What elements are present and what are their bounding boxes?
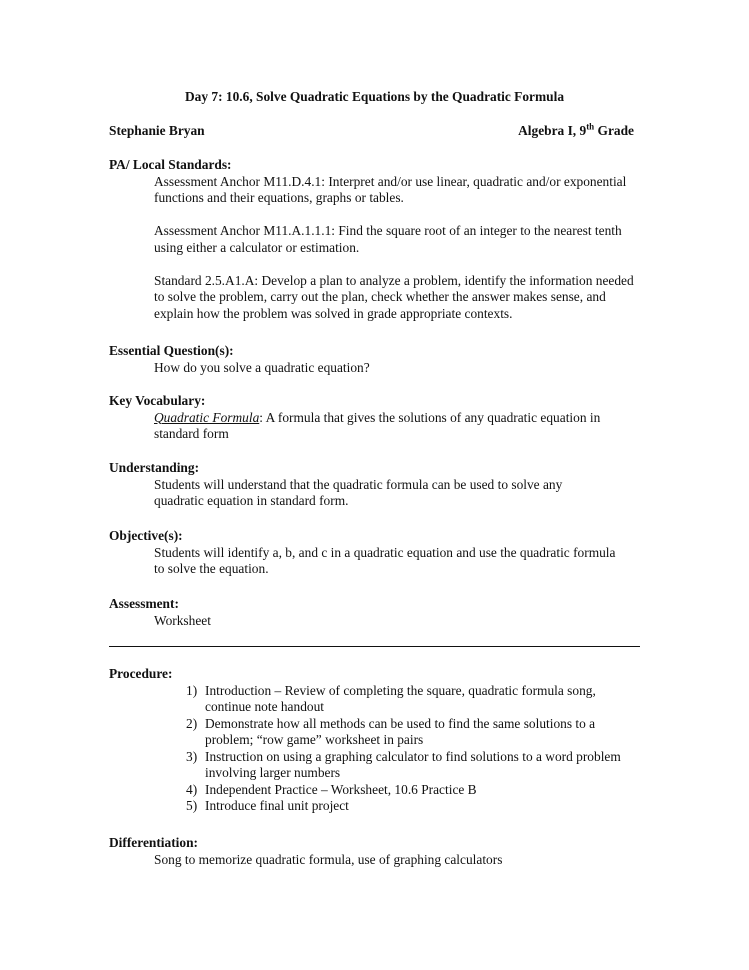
assessment-heading: Assessment: (109, 596, 179, 611)
differentiation-heading: Differentiation: (109, 835, 199, 850)
procedure-step-text: Instruction on using a graphing calculator to find solutions to a word problem involving larger numbers (205, 748, 621, 780)
objectives-text: Students will identify a, b, and c in a quadratic equation and use the quadratic formula to solve the equation. (154, 544, 616, 576)
assessment-text: Worksheet (154, 612, 211, 628)
essential-questions-heading: Essential Question(s): (109, 343, 234, 358)
standards-heading: PA/ Local Standards: (109, 157, 232, 172)
vocabulary-body (154, 410, 634, 443)
course-label (518, 123, 634, 140)
procedure-step-number: 3) (186, 748, 198, 764)
assessment-section (109, 596, 644, 629)
procedure-step-text: Independent Practice – Worksheet, 10.6 Practice B (205, 781, 477, 797)
vocabulary-section (109, 393, 644, 443)
course-superscript: th (586, 121, 595, 132)
procedure-step (186, 683, 641, 716)
procedure-step-number: 4) (186, 781, 198, 797)
procedure-step-number: 5) (186, 798, 198, 813)
author-name: Stephanie Bryan (109, 123, 205, 138)
understanding-text: Students will understand that the quadratic formula can be used to solve any quadratic equation in standard form. (154, 476, 563, 508)
section-divider (109, 646, 640, 647)
procedure-step (186, 782, 641, 799)
procedure-heading: Procedure: (109, 666, 173, 681)
differentiation-text: Song to memorize quadratic formula, use of graphing calculators (154, 851, 503, 867)
course-prefix: Algebra I, 9 (518, 123, 587, 138)
understanding-section (109, 460, 644, 510)
objectives-heading: Objective(s): (109, 528, 183, 543)
standard-item: Assessment Anchor M11.D.4.1: Interpret and/or use linear, quadratic and/or exponential functions and their equations, graphs or tables. (154, 173, 627, 205)
vocabulary-definition: : A formula that gives the solutions of any quadratic equation in standard form (154, 409, 601, 441)
differentiation-section (109, 835, 644, 868)
understanding-heading: Understanding: (109, 460, 200, 475)
standard-item: Assessment Anchor M11.A.1.1.1: Find the square root of an integer to the nearest tenth using either a calculator or estimation. (154, 223, 622, 255)
course-suffix: Grade (594, 123, 634, 138)
essential-questions-text: How do you solve a quadratic equation? (154, 359, 370, 375)
procedure-step-number: 1) (186, 682, 198, 698)
standards-section (109, 157, 644, 322)
vocabulary-term: Quadratic Formula (154, 409, 260, 425)
standards-body (154, 174, 644, 323)
procedure-step (186, 798, 641, 815)
objectives-section (109, 528, 644, 578)
vocabulary-heading: Key Vocabulary: (109, 393, 206, 408)
procedure-section (109, 666, 644, 815)
procedure-step (186, 716, 641, 749)
procedure-step-number: 2) (186, 715, 198, 731)
procedure-step (186, 749, 641, 782)
essential-questions-section (109, 343, 644, 376)
procedure-step-text: Demonstrate how all methods can be used to find the same solutions to a problem; “row game” worksheet in pairs (205, 715, 596, 747)
procedure-step-text: Introduction – Review of completing the square, quadratic formula song, continue note handout (205, 682, 596, 714)
standard-item: Standard 2.5.A1.A: Develop a plan to analyze a problem, identify the information needed to solve the problem, carry out the plan, check whether the answer makes sense, and explain how the problem was solved in grade appropriate contexts. (154, 272, 634, 321)
procedure-step-text: Introduce final unit project (205, 798, 349, 813)
procedure-list (186, 683, 641, 815)
page-title: Day 7: 10.6, Solve Quadratic Equations by the Quadratic Formula (184, 89, 565, 104)
